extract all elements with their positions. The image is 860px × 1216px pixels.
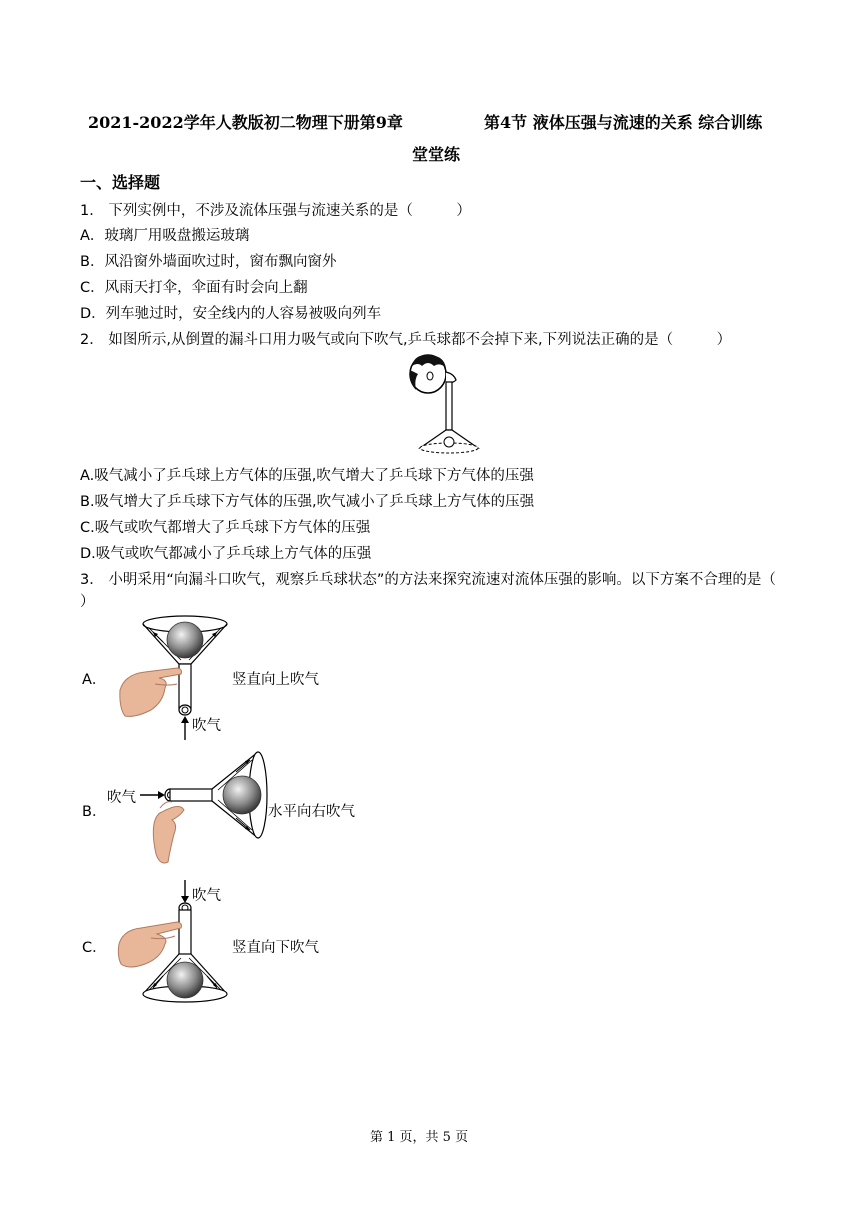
q3-option-a-label: 竖直向上吹气 (232, 672, 319, 688)
q2-funnel-figure (390, 352, 480, 456)
q1-stem: 1． 下列实例中，不涉及流体压强与流速关系的是（ ） (80, 203, 471, 219)
q3-stem-line2: ） (80, 594, 95, 610)
q3-stem-line1: 3． 小明采用“向漏斗口吹气，观察乒乓球状态”的方法来探究流速对流体压强的影响。以下方案不合理的是（ (80, 572, 776, 588)
section-heading: 一、选择题 (80, 173, 161, 192)
q2-option-d: D.吸气或吹气都减小了乒乓球上方气体的压强 (80, 546, 372, 562)
q2-option-a: A.吸气减小了乒乓球上方气体的压强,吹气增大了乒乓球下方气体的压强 (80, 468, 534, 484)
q2-option-c: C.吸气或吹气都增大了乒乓球下方气体的压强 (80, 520, 371, 536)
q3-option-a-blow: 吹气 (192, 718, 221, 734)
q2-option-b: B.吸气增大了乒乓球下方气体的压强,吹气减小了乒乓球上方气体的压强 (80, 494, 535, 510)
q3-option-c-label: 竖直向下吹气 (232, 940, 319, 956)
q1-option-c: C．风雨天打伞，伞面有时会向上翻 (80, 280, 308, 296)
q2-stem: 2． 如图所示,从倒置的漏斗口用力吸气或向下吹气,乒乓球都不会掉下来,下列说法正确的是（ ） (80, 332, 732, 348)
doc-title-left: 2021-2022学年人教版初二物理下册第9章 (88, 113, 403, 132)
q3-option-b-letter: B． (82, 804, 107, 820)
q1-option-d: D．列车驰过时，安全线内的人容易被吸向列车 (80, 306, 382, 322)
q3-option-b-label: 水平向右吹气 (268, 804, 355, 820)
q3-option-c-letter: C． (82, 940, 107, 956)
q3-figure-b (140, 750, 275, 870)
q1-option-b: B．风沿窗外墙面吹过时，窗布飘向窗外 (80, 254, 337, 270)
q3-figure-a (115, 612, 245, 742)
q3-option-c-blow: 吹气 (192, 888, 221, 904)
doc-title-right: 第4节 液体压强与流速的关系 综合训练 (484, 113, 763, 132)
page-footer: 第 1 页，共 5 页 (370, 1130, 469, 1145)
q3-option-b-blow: 吹气 (107, 790, 136, 806)
q3-option-a-letter: A． (82, 672, 107, 688)
q3-figure-c (115, 878, 245, 1008)
doc-title-line2: 堂堂练 (412, 145, 461, 164)
q1-option-a: A．玻璃厂用吸盘搬运玻璃 (80, 228, 250, 244)
